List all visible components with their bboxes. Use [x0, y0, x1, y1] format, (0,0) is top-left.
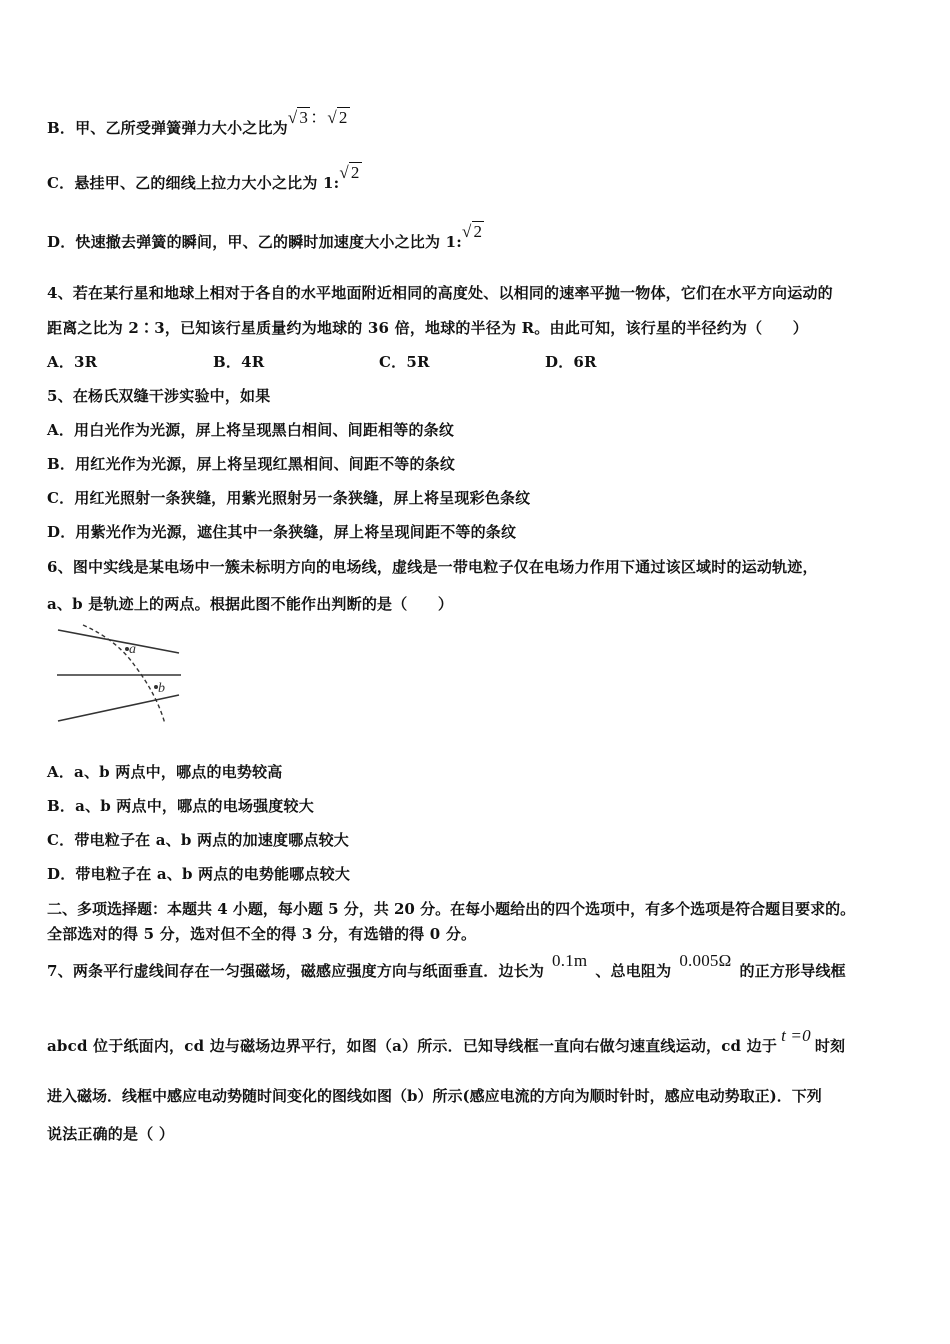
q5-option-c: C．用红光照射一条狭缝，用紫光照射另一条狭缝，屏上将呈现彩色条纹: [47, 489, 531, 507]
q4-option-b: B．4R: [213, 353, 265, 371]
q6-stem-line2: a、b 是轨迹上的两点。根据此图不能作出判断的是（ ）: [47, 595, 454, 613]
q7-math-time: t =0: [781, 1026, 811, 1045]
q3-option-b-math: √ 3 ：√ 2: [287, 108, 348, 127]
q3-option-d-text: D．快速撤去弹簧的瞬间，甲、乙的瞬时加速度大小之比为 1:: [47, 233, 463, 251]
point-b-label: b: [158, 681, 165, 696]
q3-option-b-text: B．甲、乙所受弹簧弹力大小之比为: [47, 119, 288, 137]
q3-option-c-math: √ 2: [339, 163, 360, 182]
q7-stem-line3: 进入磁场．线框中感应电动势随时间变化的图线如图（b）所示(感应电流的方向为顺时针时，感应电动势取正)．下列: [47, 1087, 822, 1105]
q3-option-c-text: C．悬挂甲、乙的细线上拉力大小之比为 1:: [47, 174, 340, 192]
q3-option-b: [47, 108, 350, 138]
q4-option-a: A．3R: [47, 353, 98, 371]
section2-header-line1: 二、多项选择题：本题共 4 小题，每小题 5 分，共 20 分。在每小题给出的四个选项中，有多个选项是符合题目要求的。: [47, 900, 856, 918]
q7-line1-part3: 的正方形导线框: [739, 962, 846, 980]
q5-option-a: A．用白光作为光源，屏上将呈现黑白相间、间距相等的条纹: [47, 421, 455, 439]
q5-option-d: D．用紫光作为光源，遮住其中一条狭缝，屏上将呈现间距不等的条纹: [47, 523, 517, 541]
electric-field-figure: [55, 622, 190, 727]
q7-stem-line2: [47, 1026, 846, 1056]
q6-option-c: C．带电粒子在 a、b 两点的加速度哪点较大: [47, 831, 349, 849]
q6-stem-line1: 6、图中实线是某电场中一簇未标明方向的电场线，虚线是一带电粒子仅在电场力作用下通过该区域时的运动轨迹，: [47, 558, 818, 576]
q3-option-c: [47, 163, 362, 193]
section2-header-line2: 全部选对的得 5 分，选对但不全的得 3 分，有选错的得 0 分。: [47, 925, 477, 943]
q7-stem-line4: 说法正确的是（ ）: [47, 1125, 175, 1143]
q7-math-resistance: 0.005Ω: [679, 951, 732, 970]
q7-line1-part1: 7、两条平行虚线间存在一匀强磁场，磁感应强度方向与纸面垂直．边长为: [47, 962, 545, 980]
q4-option-c: C．5R: [379, 353, 430, 371]
q7-line1-part2: 、总电阻为: [595, 962, 672, 980]
point-a-label: a: [129, 642, 136, 657]
q6-option-a: A．a、b 两点中，哪点的电势较高: [47, 763, 283, 781]
q4-stem-line2: 距离之比为 2∶3，已知该行星质量约为地球的 36 倍，地球的半径为 R。由此可知，该行星的半径约为（ ）: [47, 319, 808, 337]
q7-line2-part2: 时刻: [814, 1037, 846, 1055]
q6-option-d: D．带电粒子在 a、b 两点的电势能哪点较大: [47, 865, 351, 883]
q6-option-b: B．a、b 两点中，哪点的电场强度较大: [47, 797, 314, 815]
field-line-bottom: [58, 695, 179, 721]
q7-line2-part1: abcd 位于纸面内，cd 边与磁场边界平行，如图（a）所示．已知导线框一直向右做匀速直线运动，cd 边于: [47, 1037, 778, 1055]
q4-option-d: D．6R: [545, 353, 597, 371]
q5-stem: 5、在杨氏双缝干涉实验中，如果: [47, 387, 271, 405]
q4-options: [47, 351, 711, 372]
field-line-top: [58, 630, 179, 653]
q7-math-side-length: 0.1m: [552, 951, 588, 970]
q3-option-d-math: √ 2: [462, 222, 483, 241]
q7-stem-line1: [47, 951, 846, 981]
q3-option-d: [47, 222, 484, 252]
q5-option-b: B．用红光作为光源，屏上将呈现红黑相间、间距不等的条纹: [47, 455, 456, 473]
q4-stem-line1: 4、若在某行星和地球上相对于各自的水平地面附近相同的高度处、以相同的速率平抛一物体，它们在水平方向运动的: [47, 284, 833, 302]
